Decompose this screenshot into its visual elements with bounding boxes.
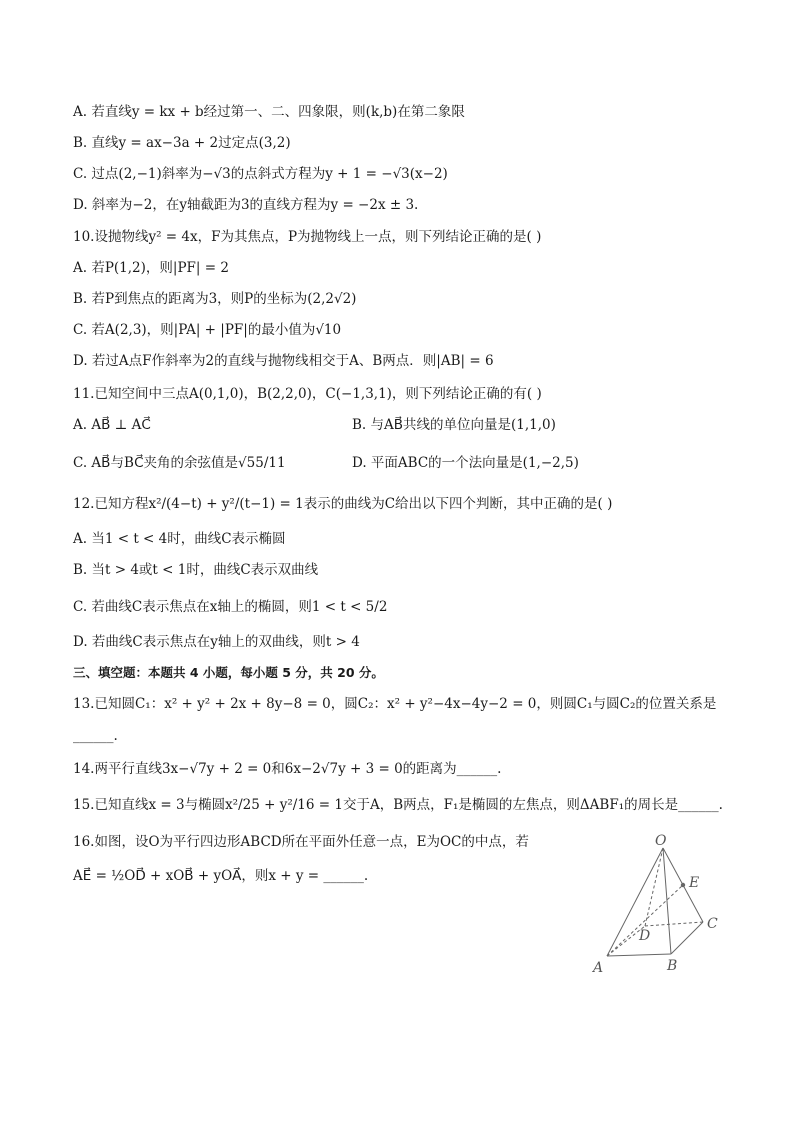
q12-option-b: B. 当t > 4或t < 1时，曲线C表示双曲线 (73, 562, 319, 578)
q12-option-d: D. 若曲线C表示焦点在y轴上的双曲线，则t > 4 (73, 634, 360, 650)
q9-option-d: D. 斜率为−2，在y轴截距为3的直线方程为y = −2x ± 3. (73, 197, 419, 213)
label-D: D (639, 928, 651, 944)
edge-AB (607, 954, 671, 956)
q10-option-c: C. 若A(2,3)，则|PA| + |PF|的最小值为√10 (73, 322, 342, 338)
edge-DC (645, 922, 703, 926)
q11-option-c: C. AB⃗与BC⃗夹角的余弦值是√55/11 (73, 455, 286, 471)
edge-BC (671, 922, 703, 954)
segment-AE (607, 885, 683, 956)
q12-stem: 12.已知方程x²/(4−t) + y²/(t−1) = 1表示的曲线为C给出以下四个判断，其中正确的是( ) (73, 496, 613, 512)
label-A: A (593, 960, 604, 976)
q10-option-d: D. 若过A点F作斜率为2的直线与抛物线相交于A、B两点．则|AB| = 6 (73, 353, 494, 369)
q9-option-a: A. 若直线y = kx + b经过第一、二、四象限，则(k,b)在第二象限 (73, 104, 465, 120)
edge-OD (645, 848, 663, 926)
section-3-heading: 三、填空题：本题共 4 小题，每小题 5 分，共 20 分。 (73, 665, 384, 680)
q11-option-d: D. 平面ABC的一个法向量是(1,−2,5) (352, 455, 579, 471)
pyramid-figure (585, 832, 730, 982)
q13-blank: ______. (73, 728, 118, 744)
q10-stem: 10.设抛物线y² = 4x，F为其焦点，P为抛物线上一点，则下列结论正确的是( ) (73, 229, 542, 245)
q9-option-c: C. 过点(2,−1)斜率为−√3的点斜式方程为y + 1 = −√3(x−2) (73, 166, 448, 182)
edge-OA (607, 848, 663, 956)
q11-option-a: A. AB⃗ ⊥ AC⃗ (73, 417, 151, 433)
q16-line2: AE⃗ = ½OD⃗ + xOB⃗ + yOA⃗，则x + y = ______. (73, 868, 369, 884)
q12-option-c: C. 若曲线C表示焦点在x轴上的椭圆，则1 < t < 5/2 (73, 599, 388, 615)
label-O: O (655, 833, 667, 849)
label-B: B (667, 958, 678, 974)
edge-OB (663, 848, 671, 954)
q9-option-b: B. 直线y = ax−3a + 2过定点(3,2) (73, 135, 291, 151)
q10-option-a: A. 若P(1,2)，则|PF| = 2 (73, 260, 229, 276)
label-E: E (689, 875, 700, 891)
label-C: C (707, 916, 718, 932)
q12-option-a: A. 当1 < t < 4时，曲线C表示椭圆 (73, 531, 286, 547)
q16-line1: 16.如图，设O为平行四边形ABCD所在平面外任意一点，E为OC的中点，若 (73, 834, 529, 850)
q10-option-b: B. 若P到焦点的距离为3，则P的坐标为(2,2√2) (73, 291, 357, 307)
point-E-dot (681, 883, 685, 887)
q15-stem: 15.已知直线x = 3与椭圆x²/25 + y²/16 = 1交于A，B两点，F₁是椭圆的左焦点，则ΔABF₁的周长是______. (73, 797, 723, 813)
q14-stem: 14.两平行直线3x−√7y + 2 = 0和6x−2√7y + 3 = 0的距离为______. (73, 761, 502, 777)
q13-stem: 13.已知圆C₁：x² + y² + 2x + 8y−8 = 0，圆C₂：x² + y²−4x−4y−2 = 0，则圆C₁与圆C₂的位置关系是 (73, 696, 717, 712)
q11-option-b: B. 与AB⃗共线的单位向量是(1,1,0) (352, 417, 556, 433)
q11-stem: 11.已知空间中三点A(0,1,0)，B(2,2,0)，C(−1,3,1)，则下列结论正确的有( ) (73, 386, 542, 402)
